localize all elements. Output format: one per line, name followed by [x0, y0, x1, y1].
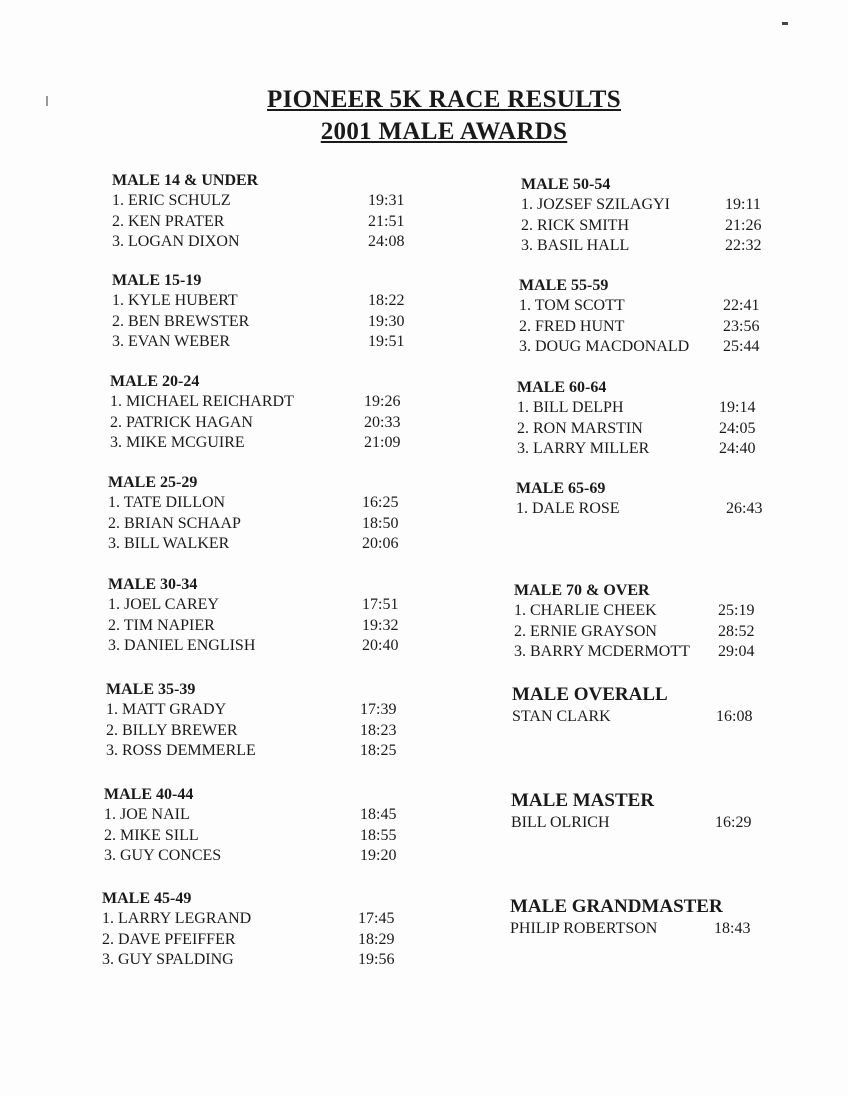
- finish-time: 21:09: [364, 434, 401, 451]
- runner-name: STAN CLARK: [512, 708, 611, 725]
- finish-time: 24:40: [719, 440, 756, 457]
- runner-name: 3. GUY CONCES: [104, 847, 222, 864]
- finish-time: 24:08: [368, 233, 405, 250]
- finish-time: 21:51: [368, 212, 405, 230]
- runner-name: 2. BEN BREWSTER: [112, 312, 250, 330]
- runner-name: 3. BILL WALKER: [108, 535, 230, 552]
- runner-name: 2. PATRICK HAGAN: [110, 413, 253, 431]
- runner-name: 1. ERIC SCHULZ: [112, 192, 231, 209]
- runner-name: 3. BARRY MCDERMOTT: [514, 643, 690, 660]
- finish-time: 24:05: [719, 419, 756, 437]
- category-heading-male-14-and-under: MALE 14 & UNDER: [112, 172, 259, 189]
- finish-time: 20:06: [362, 535, 399, 552]
- finish-time: 18:22: [368, 292, 405, 309]
- finish-time: 22:32: [725, 237, 762, 254]
- runner-name: 1. JOZSEF SZILAGYI: [521, 196, 670, 213]
- category-heading-male-45-49: MALE 45-49: [102, 890, 192, 907]
- runner-name: 1. DALE ROSE: [516, 500, 620, 517]
- scan-speck: [782, 22, 788, 25]
- finish-time: 19:26: [364, 393, 401, 410]
- finish-time: 16:08: [716, 708, 753, 725]
- runner-name: 2. KEN PRATER: [112, 212, 225, 230]
- category-heading-male-55-59: MALE 55-59: [519, 277, 609, 294]
- finish-time: 29:04: [718, 643, 755, 660]
- category-heading-male-15-19: MALE 15-19: [112, 272, 202, 289]
- runner-name: 1. TOM SCOTT: [519, 297, 625, 314]
- runner-name: 1. KYLE HUBERT: [112, 292, 238, 309]
- runner-name: 3. LOGAN DIXON: [112, 233, 240, 250]
- finish-time: 18:29: [358, 930, 395, 948]
- finish-time: 21:26: [725, 216, 762, 234]
- runner-name: 3. BASIL HALL: [521, 237, 630, 254]
- finish-time: 16:29: [715, 814, 752, 831]
- runner-name: 1. MATT GRADY: [106, 701, 227, 718]
- finish-time: 25:44: [723, 338, 760, 355]
- runner-name: 2. RON MARSTIN: [517, 419, 643, 437]
- finish-time: 18:23: [360, 721, 397, 739]
- finish-time: 25:19: [718, 602, 755, 619]
- runner-name: 3. LARRY MILLER: [517, 440, 650, 457]
- runner-name: 2. ERNIE GRAYSON: [514, 622, 657, 640]
- finish-time: 23:56: [723, 317, 760, 335]
- category-heading-male-70-and-over: MALE 70 & OVER: [514, 582, 650, 599]
- finish-time: 26:43: [726, 500, 763, 517]
- runner-name: 1. JOEL CAREY: [108, 596, 219, 613]
- finish-time: 19:31: [368, 192, 405, 209]
- finish-time: 19:14: [719, 399, 756, 416]
- runner-name: 1. LARRY LEGRAND: [102, 910, 252, 927]
- finish-time: 19:20: [360, 847, 397, 864]
- category-heading-male-master: MALE MASTER: [511, 790, 655, 811]
- finish-time: 20:33: [364, 413, 401, 431]
- finish-time: 19:32: [362, 616, 399, 634]
- finish-time: 18:25: [360, 742, 397, 759]
- finish-time: 20:40: [362, 637, 399, 654]
- finish-time: 19:56: [358, 951, 395, 968]
- category-heading-male-50-54: MALE 50-54: [521, 176, 611, 193]
- finish-time: 22:41: [723, 297, 760, 314]
- finish-time: 19:51: [368, 333, 405, 350]
- page-subtitle: 2001 MALE AWARDS: [320, 118, 568, 145]
- runner-name: 3. GUY SPALDING: [102, 951, 234, 968]
- category-heading-male-65-69: MALE 65-69: [516, 480, 606, 497]
- runner-name: 3. DOUG MACDONALD: [519, 338, 690, 355]
- category-heading-male-30-34: MALE 30-34: [108, 576, 198, 593]
- runner-name: BILL OLRICH: [511, 814, 610, 831]
- category-heading-male-overall: MALE OVERALL: [512, 684, 668, 705]
- runner-name: 2. RICK SMITH: [521, 216, 630, 234]
- finish-time: 18:50: [362, 514, 399, 532]
- runner-name: 2. DAVE PFEIFFER: [102, 930, 236, 948]
- runner-name: 2. MIKE SILL: [104, 826, 199, 844]
- runner-name: 2. TIM NAPIER: [108, 616, 215, 634]
- finish-time: 19:30: [368, 312, 405, 330]
- runner-name: 2. FRED HUNT: [519, 317, 625, 335]
- runner-name: 1. TATE DILLON: [108, 494, 226, 511]
- category-heading-male-25-29: MALE 25-29: [108, 474, 198, 491]
- runner-name: 1. BILL DELPH: [517, 399, 624, 416]
- runner-name: 1. MICHAEL REICHARDT: [110, 393, 294, 410]
- finish-time: 17:45: [358, 910, 395, 927]
- category-heading-male-35-39: MALE 35-39: [106, 681, 196, 698]
- runner-name: PHILIP ROBERTSON: [510, 920, 658, 937]
- runner-name: 3. MIKE MCGUIRE: [110, 434, 245, 451]
- runner-name: 3. DANIEL ENGLISH: [108, 637, 256, 654]
- category-heading-male-40-44: MALE 40-44: [104, 786, 194, 803]
- finish-time: 18:43: [714, 920, 751, 937]
- category-heading-male-60-64: MALE 60-64: [517, 379, 607, 396]
- runner-name: 3. ROSS DEMMERLE: [106, 742, 256, 759]
- category-heading-male-grandmaster: MALE GRANDMASTER: [510, 896, 723, 917]
- runner-name: 1. JOE NAIL: [104, 806, 190, 823]
- category-heading-male-20-24: MALE 20-24: [110, 373, 200, 390]
- finish-time: 28:52: [718, 622, 755, 640]
- finish-time: 18:45: [360, 806, 397, 823]
- finish-time: 17:51: [362, 596, 399, 613]
- finish-time: 18:55: [360, 826, 397, 844]
- runner-name: 2. BRIAN SCHAAP: [108, 514, 241, 532]
- scan-speck: [46, 96, 48, 106]
- page-title: PIONEER 5K RACE RESULTS: [267, 86, 621, 113]
- runner-name: 1. CHARLIE CHEEK: [514, 602, 657, 619]
- finish-time: 19:11: [725, 196, 761, 213]
- finish-time: 17:39: [360, 701, 397, 718]
- runner-name: 3. EVAN WEBER: [112, 333, 231, 350]
- finish-time: 16:25: [362, 494, 399, 511]
- runner-name: 2. BILLY BREWER: [106, 721, 238, 739]
